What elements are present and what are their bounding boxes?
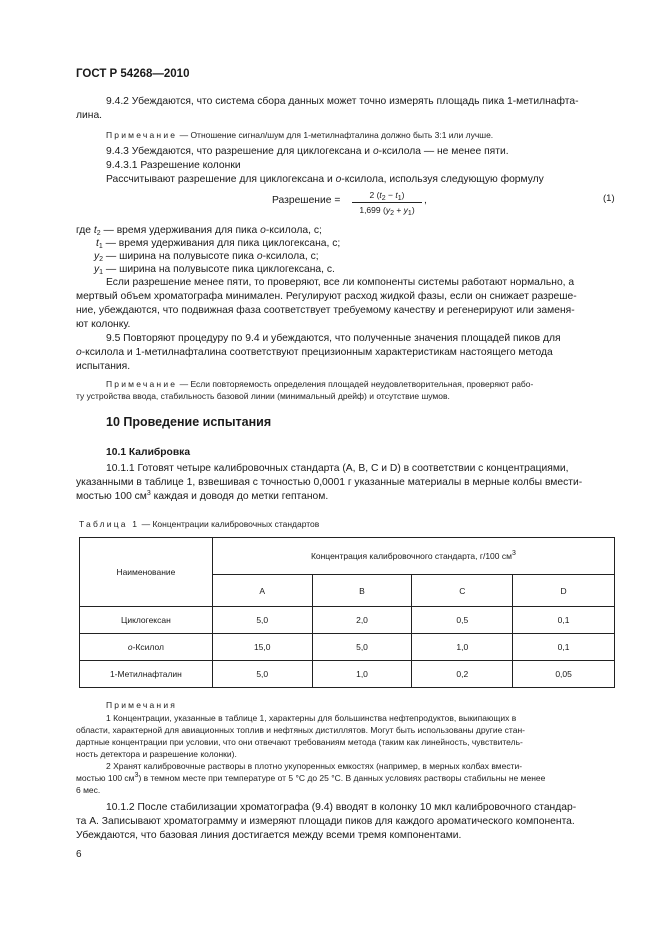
table-row: [80, 634, 615, 661]
table-cell: 5,0: [312, 634, 412, 661]
table-cell: 0,2: [412, 661, 513, 688]
table-cell: 0,5: [412, 607, 513, 634]
formula-label: Разрешение =: [272, 195, 341, 206]
note-1-label: Примечание: [106, 130, 178, 140]
table-cell-name: о-Ксилол: [80, 634, 213, 661]
note-item-2-line: 2 Хранят калибровочные растворы в плотно укупоренных емкостях (например, в мерных колбах вмести-: [106, 761, 523, 771]
para-9-4-3-1: 9.4.3.1 Разрешение колонки: [106, 160, 241, 171]
page-number: 6: [76, 849, 82, 860]
para-resolution-line: ют колонку.: [76, 319, 131, 330]
formula-number: (1): [603, 193, 615, 204]
table-caption-label: Таблица 1: [79, 519, 140, 529]
table-header-name: Наименование: [80, 538, 213, 607]
para-10-1-1-line: указанными в таблице 1, взвешивая с точностью 0,0001 г указанные материалы в мерные колбы вмести-: [76, 477, 583, 488]
note-item-2-line: мостью 100 $см^3$) в темном месте при температуре от 5 °С до 25 °С. В данных условиях растворы стабильны не менее: [76, 772, 546, 783]
note-1: [106, 129, 493, 141]
para-10-1-2-line: 10.1.2 После стабилизации хроматографа (9.4) вводят в колонку 10 мкл калибровочного стандар-: [106, 802, 577, 813]
document-header: ГОСТ Р 54268—2010: [76, 68, 190, 80]
para-10-1-2-line: та А. Записывают хроматограмму и измеряют площади пиков для каждого ароматического компонента.: [76, 816, 575, 827]
resolution-formula: [272, 189, 632, 219]
table-cell: 1,0: [412, 634, 513, 661]
section-10-1-title: 10.1 Калибровка: [106, 447, 191, 458]
table-cell: 0,1: [513, 634, 615, 661]
note-item-2-line: 6 мес.: [76, 785, 101, 795]
table-col-header: D: [513, 575, 615, 607]
table-caption: [79, 518, 319, 530]
table-cell: 0,1: [513, 607, 615, 634]
formula-denominator: 1,699 $(y_2 + y_1)$: [359, 205, 415, 217]
note-item-1-line: области, характерной для авиационных топлив и нефтяных дистиллятов. Могут быть использованы другие стан-: [76, 725, 525, 735]
para-10-1-2-line: Убеждаются, что базовая линия достигается между всеми тремя компонентами.: [76, 830, 462, 841]
note-item-1-line: ность детектора и разрешение колонки).: [76, 749, 237, 759]
para-resolution-line: мертвый объем хроматографа минимален. Регулируют расход жидкой фазы, если он снижает разреше-: [76, 291, 577, 302]
note-2-line1: [106, 378, 533, 390]
para-9-4-3: [106, 145, 509, 159]
note-1-text: — Отношение сигнал/шум для 1-метилнафталина должно быть 3:1 или лучше.: [179, 130, 494, 140]
table-cell-name: Циклогексан: [80, 607, 213, 634]
table-col-header: B: [312, 575, 412, 607]
para-resolution-line: ние, убеждаются, что подвижная фаза соответствует требуемому качеству и регенерируют или заменя-: [76, 305, 575, 316]
table-cell: 5,0: [212, 607, 312, 634]
table-cell: 1,0: [312, 661, 412, 688]
where-item: $y_2$ — ширина на полувысоте пика о-ксилола, с;: [94, 251, 319, 263]
para-calc: [106, 173, 544, 187]
fraction-bar: [352, 202, 422, 203]
para-10-1-1-line: мостью 100 $см^3$ каждая и доводя до метки гептаном.: [76, 490, 329, 502]
para-calc-post: -ксилола, используя следующую формулу: [341, 174, 544, 185]
where-item: где $t_2$ — время удерживания для пика о-ксилола, с;: [76, 225, 322, 237]
calibration-table: [79, 537, 615, 688]
para-calc-pre: Рассчитывают разрешение для циклогексана и: [106, 174, 336, 185]
note-2-line2: ту устройства ввода, стабильность базовой линии (минимальный дрейф) и отсутствие шумов.: [76, 391, 450, 401]
note-item-1-line: дартные концентрации при условии, что они отвечают требованиям метода (таким как линейность, чувствитель-: [76, 737, 523, 747]
para-9-4-2-line1: 9.4.2 Убеждаются, что система сбора данных может точно измерять площадь пика 1-метилнафта-: [106, 96, 579, 107]
formula-tail: ,: [424, 195, 427, 206]
para-resolution-line: Если разрешение менее пяти, то проверяют, все ли компоненты системы работают нормально, а: [106, 277, 575, 288]
table-col-header: C: [412, 575, 513, 607]
note-item-1-line: 1 Концентрации, указанные в таблице 1, характерны для большинства нефтепродуктов, выкипающих в: [106, 713, 517, 723]
table-cell: 0,05: [513, 661, 615, 688]
table-header-concentration: Концентрация калибровочного стандарта, г/100 $см^3$: [212, 538, 614, 575]
para-9-4-3-post: -ксилола — не менее пяти.: [378, 146, 509, 157]
para-9-4-3-ital: о: [372, 146, 379, 157]
para-9-5-line2: о-ксилола и 1-метилнафталина соответствуют прецизионным характеристикам настоящего метода: [76, 347, 553, 358]
notes-title: Примечания: [106, 700, 178, 710]
para-9-4-2-line2: лина.: [76, 110, 103, 121]
section-10-title: 10 Проведение испытания: [106, 415, 272, 429]
table-cell: 15,0: [212, 634, 312, 661]
formula-fraction: [352, 189, 422, 216]
table-cell-name: 1-Метилнафталин: [80, 661, 213, 688]
formula-numerator: 2 $(t_2 - t_1)$: [369, 190, 405, 202]
where-item: $t_1$ — время удерживания для пика циклогексана, с;: [96, 238, 341, 250]
table-col-header: A: [212, 575, 312, 607]
table-cell: 2,0: [312, 607, 412, 634]
para-9-5-line3: испытания.: [76, 361, 131, 372]
where-item: $y_1$ — ширина на полувысоте пика циклогексана, с.: [94, 264, 335, 276]
table-caption-text: — Концентрации калибровочных стандартов: [141, 519, 320, 529]
table-row: [80, 607, 615, 634]
table-cell: 5,0: [212, 661, 312, 688]
note-2-label: Примечание: [106, 379, 178, 389]
para-9-5-line1: 9.5 Повторяют процедуру по 9.4 и убеждаются, что полученные значения площадей пиков для: [106, 333, 561, 344]
note-2-text: — Если повторяемость определения площадей неудовлетворительная, проверяют рабо-: [179, 379, 534, 389]
para-calc-ital: о: [335, 174, 342, 185]
table-row: [80, 661, 615, 688]
para-9-4-3-pre: 9.4.3 Убеждаются, что разрешение для циклогексана и: [106, 146, 373, 157]
para-10-1-1-line: 10.1.1 Готовят четыре калибровочных стандарта (А, В, С и D) в соответствии с концентрациями,: [106, 463, 569, 474]
